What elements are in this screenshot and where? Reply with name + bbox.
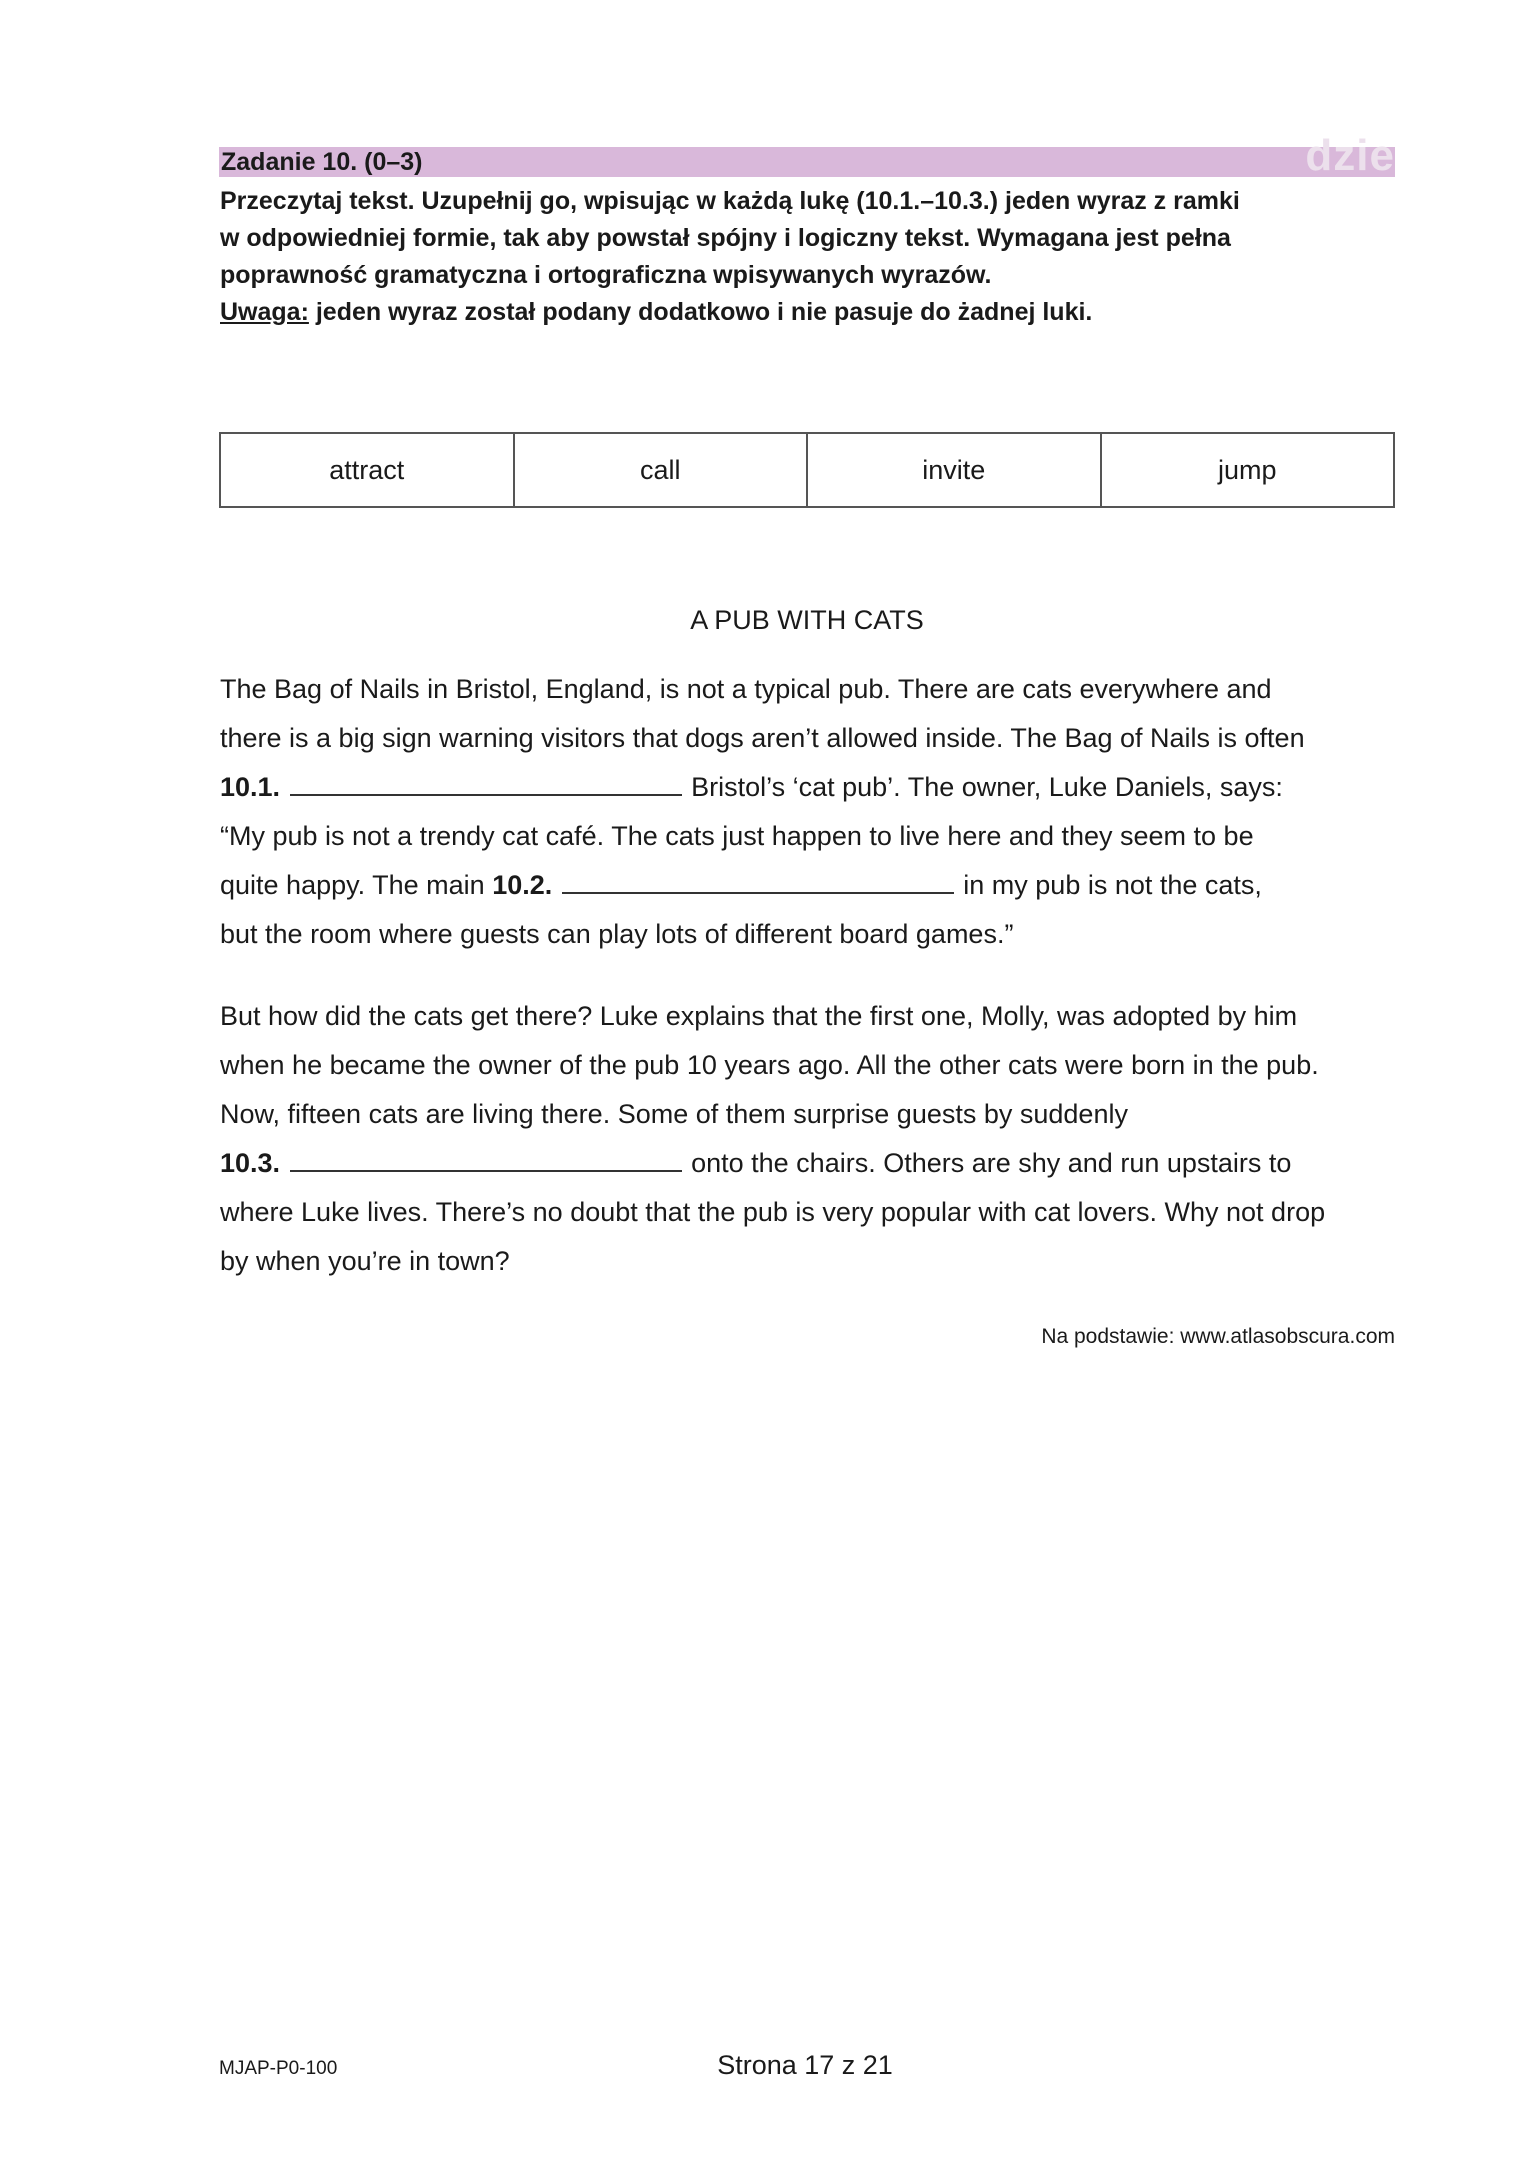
word-option: call [515,434,809,506]
note-text: jeden wyraz został podany dodatkowo i nie pasuje do żadnej luki. [308,298,1093,326]
gap-blank-10-1[interactable] [290,772,682,796]
text-line [220,1139,1400,1188]
text-line: there is a big sign warning visitors that dogs aren’t allowed inside. The Bag of Nails is often [220,723,1305,753]
page-number: Strona 17 z 21 [717,2050,893,2080]
task-instructions [220,183,1400,331]
article-paragraph-1 [220,665,1400,959]
gap-label-10-3: 10.3. [220,1148,281,1178]
text-segment: in my pub is not the cats, [963,870,1262,900]
text-line [220,861,1400,910]
gap-label-10-2: 10.2. [492,870,553,900]
instruction-line: w odpowiedniej formie, tak aby powstał spójny i logiczny tekst. Wymagana jest pełna [220,224,1231,252]
note-label: Uwaga: [220,298,309,326]
text-line [220,763,1400,812]
task-title: Zadanie 10. (0–3) [221,148,423,176]
word-option: invite [808,434,1102,506]
gap-blank-10-2[interactable] [562,870,954,894]
word-box [219,432,1395,508]
text-line: by when you’re in town? [220,1246,510,1276]
instruction-line: poprawność gramatyczna i ortograficzna wpisywanych wyrazów. [220,261,992,289]
source-note: Na podstawie: www.atlasobscura.com [1041,1325,1395,1348]
text-line: The Bag of Nails in Bristol, England, is not a typical pub. There are cats everywhere and [220,674,1272,704]
text-segment: Bristol’s ‘cat pub’. The owner, Luke Daniels, says: [691,772,1283,802]
text-line: but the room where guests can play lots of different board games.” [220,919,1014,949]
exam-code: MJAP-P0-100 [219,2058,338,2079]
instruction-line: Przeczytaj tekst. Uzupełnij go, wpisując w każdą lukę (10.1.–10.3.) jeden wyraz z ramki [220,187,1240,215]
text-line: “My pub is not a trendy cat café. The cats just happen to live here and they seem to be [220,821,1254,851]
word-option: attract [221,434,515,506]
text-segment: onto the chairs. Others are shy and run upstairs to [691,1148,1292,1178]
text-line: when he became the owner of the pub 10 years ago. All the other cats were born in the pub. [220,1050,1319,1080]
text-line: where Luke lives. There’s no doubt that the pub is very popular with cat lovers. Why not drop [220,1197,1326,1227]
gap-label-10-1: 10.1. [220,772,281,802]
task-header [219,131,1395,180]
gap-blank-10-3[interactable] [290,1148,682,1172]
article-paragraph-2 [220,992,1400,1286]
word-option: jump [1217,454,1277,485]
instruction-note [220,294,1400,331]
text-line: But how did the cats get there? Luke explains that the first one, Molly, was adopted by him [220,1001,1298,1031]
watermark: dzie [1305,131,1395,180]
article-title: A PUB WITH CATS [690,605,924,635]
text-segment: quite happy. The main [220,870,493,900]
text-line: Now, fifteen cats are living there. Some of them surprise guests by suddenly [220,1099,1128,1129]
